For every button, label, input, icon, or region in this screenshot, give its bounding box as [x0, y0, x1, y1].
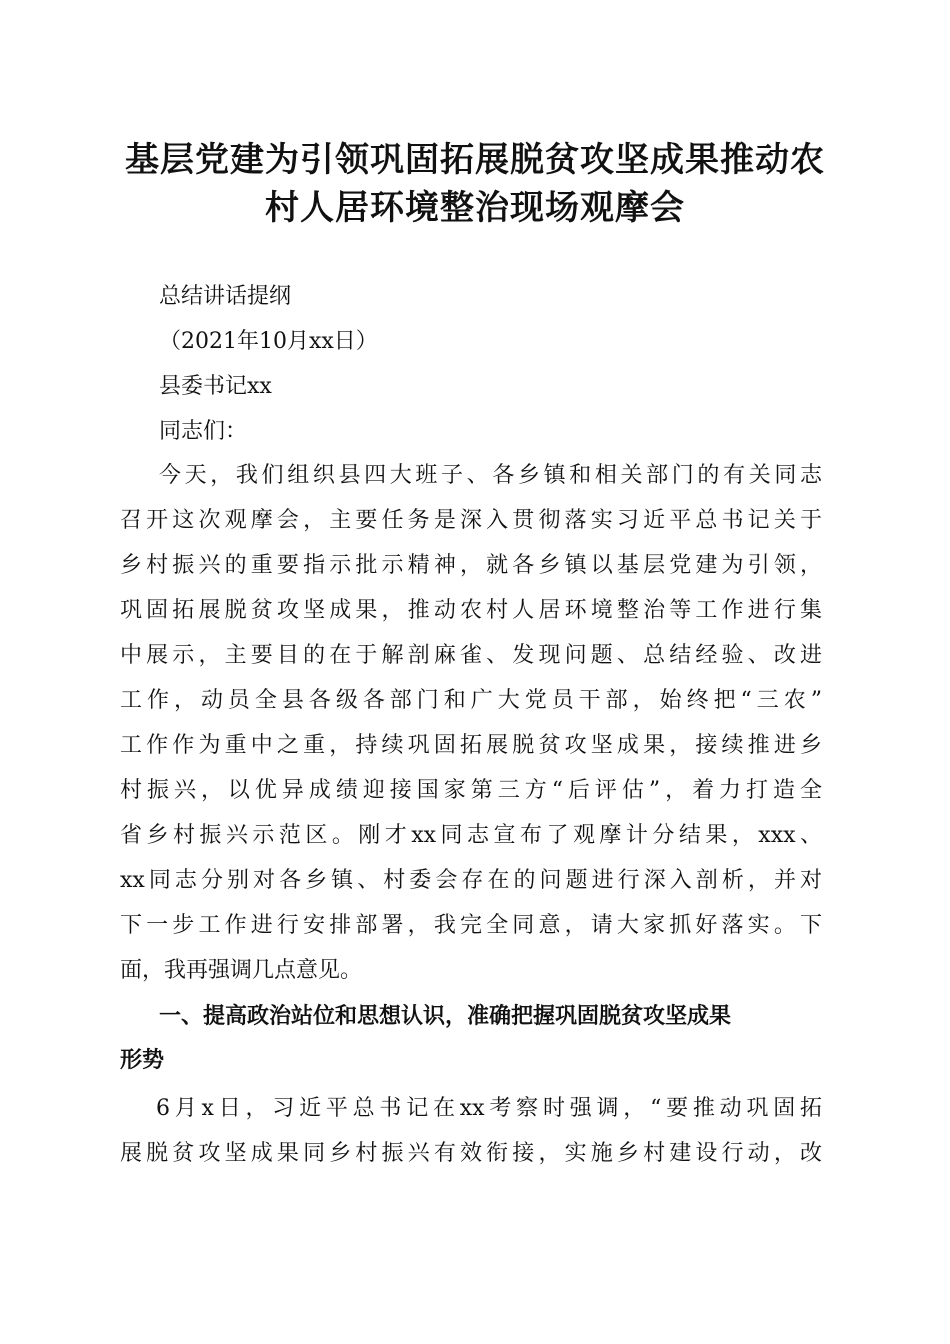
paragraph-2-line: 6月x日，习近平总书记在xx考察时强调，“要推动巩固拓 [156, 1096, 822, 1121]
document-date: （2021年10月xx日） [159, 329, 378, 354]
paragraph-1-line: 召开这次观摩会，主要任务是深入贯彻落实习近平总书记关于 [120, 508, 822, 533]
paragraph-1-line: 省乡村振兴示范区。刚才xx同志宣布了观摩计分结果，xxx、 [120, 823, 822, 848]
salutation: 同志们： [159, 419, 248, 444]
paragraph-2-line: 展脱贫攻坚成果同乡村振兴有效衔接，实施乡村建设行动，改 [120, 1141, 822, 1166]
document-speaker: 县委书记xx [159, 374, 272, 399]
paragraph-1-line: 今天，我们组织县四大班子、各乡镇和相关部门的有关同志 [159, 463, 822, 488]
paragraph-1-line: 巩固拓展脱贫攻坚成果，推动农村人居环境整治等工作进行集 [120, 598, 822, 623]
paragraph-1-line: 村振兴，以优异成绩迎接国家第三方“后评估”，着力打造全 [120, 778, 822, 803]
document-subtitle: 总结讲话提纲 [159, 284, 292, 309]
document-title-line-2: 村人居环境整治现场观摩会 [265, 188, 685, 228]
document-title-line-1: 基层党建为引领巩固拓展脱贫攻坚成果推动农 [125, 140, 825, 180]
section-1-heading-line-1: 一、提高政治站位和思想认识，准确把握巩固脱贫攻坚成果 [159, 1004, 732, 1029]
paragraph-1-line: 下一步工作进行安排部署，我完全同意，请大家抓好落实。下 [120, 913, 822, 938]
paragraph-1-line: 中展示，主要目的在于解剖麻雀、发现问题、总结经验、改进 [120, 643, 822, 668]
paragraph-1-line: xx同志分别对各乡镇、村委会存在的问题进行深入剖析，并对 [120, 868, 822, 893]
paragraph-1-line: 工作，动员全县各级各部门和广大党员干部，始终把“三农” [120, 688, 822, 713]
paragraph-1-line: 乡村振兴的重要指示批示精神，就各乡镇以基层党建为引领， [120, 553, 822, 578]
paragraph-1-line: 面，我再强调几点意见。 [120, 958, 363, 983]
paragraph-1-line: 工作作为重中之重，持续巩固拓展脱贫攻坚成果，接续推进乡 [120, 733, 822, 758]
section-1-heading-line-2: 形势 [120, 1048, 165, 1073]
